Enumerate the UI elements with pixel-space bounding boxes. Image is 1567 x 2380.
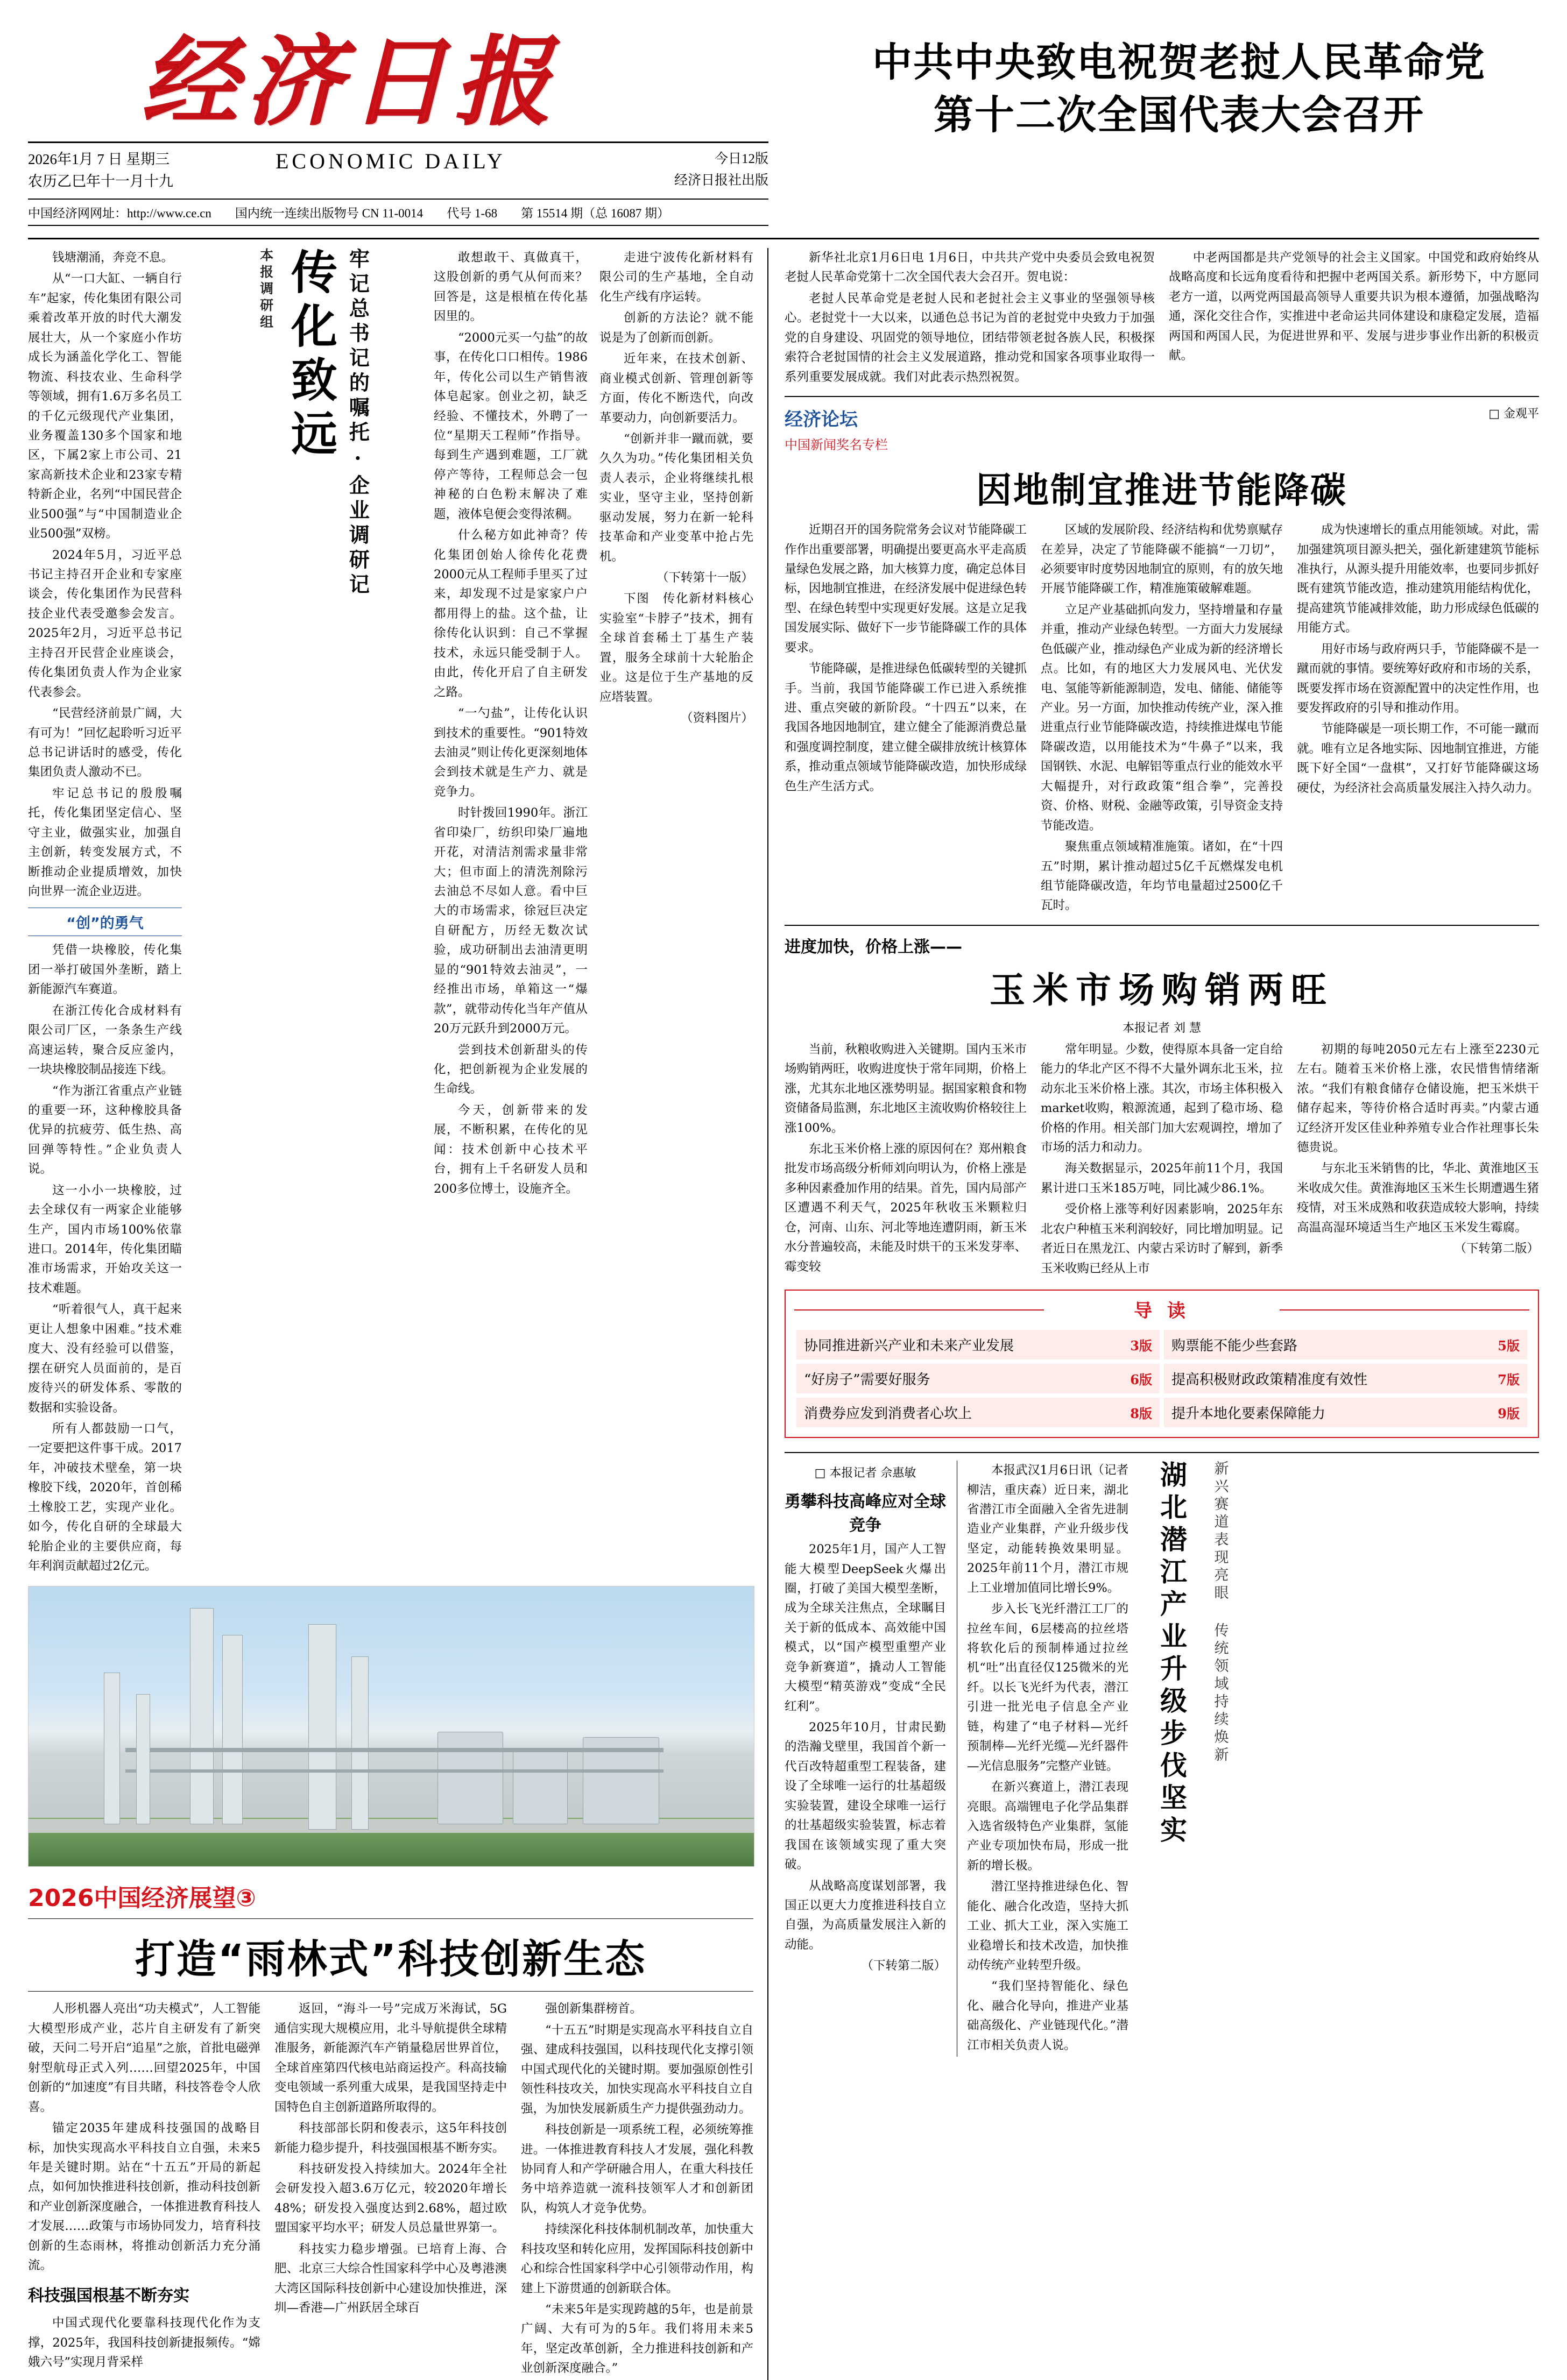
guide-item-text: 购票能不能少些套路	[1171, 1338, 1298, 1355]
paragraph: 走进宁波传化新材料有限公司的生产基地，全自动化生产线有序运转。	[599, 251, 753, 304]
paragraph: “未来5年是实现跨越的5年，也是前景广阔、大有可为的5年。我们将用未来5年，坚定改革创新，全力推进科技创新和产业创新深度融合。”	[521, 2303, 753, 2376]
masthead-meta	[28, 148, 768, 192]
photo-tower-2	[222, 1635, 243, 1824]
guide-item-page: 9版	[1498, 1406, 1520, 1422]
paragraph: 尝到技术创新甜头的传化，把创新视为企业发展的生命线。	[434, 1043, 588, 1096]
lead-story-columns	[785, 248, 1539, 388]
paragraph: 海关数据显示，2025年前11个月，我国累计进口玉米185万吨，同比减少86.1%。	[1041, 1161, 1283, 1195]
paragraph: 步入长飞光纤潜江工厂的拉丝车间，6层楼高的拉丝塔将软化后的预制棒通过拉丝机“吐”出直径仅125微米的光纤。以长飞光纤为代表，潜江引进一批光电子信息全产业链，构建了“电子材料—光纤预制棒—光纤光缆—光纤器件—光信息服务”完整产业链。	[967, 1602, 1128, 1773]
paragraph: 科技部部长阴和俊表示，这5年科技创新能力稳步提升，科技强国根基不断夯实。	[274, 2121, 507, 2155]
guide-item-text: 提高积极财政政策精准度有效性	[1171, 1372, 1368, 1389]
paragraph: 什么秘方如此神奇？传化集团创始人徐传化花费2000元从工程师手里买了过来，却发现不过是家家户户都用得上的盐。这个盐，让徐传化认识到：自己不掌握技术，永远只能受制于人。由此，传化开启了自主研发之路。	[434, 528, 588, 699]
masthead-bottom-rule	[28, 238, 1539, 239]
guide-row-2	[794, 1362, 1529, 1396]
feature-col-3	[599, 248, 753, 1577]
paragraph: 敢想敢干、真做真干，这股创新的勇气从何而来？回答是，这是根植在传化基因里的。	[434, 251, 588, 324]
author-name: 金观平	[1503, 407, 1539, 421]
english-title: ECONOMIC DAILY	[276, 149, 506, 173]
guide-item[interactable]	[1164, 1364, 1527, 1393]
paragraph: 科技创新是一项系统工程，必须统筹推进。一体推进教育科技人才发展，强化科教协同育人和产学研融合用人，在重大科技任务中培养造就一流科技领军人才和创新团队，构筑人才竞争优势。	[521, 2123, 753, 2215]
guide-item-text: 协同推进新兴产业和未来产业发展	[804, 1338, 1014, 1355]
potianjiang-title-main: 湖北潜江产业升级步伐坚实	[1156, 1461, 1188, 1848]
photo-credit: （资料图片）	[680, 711, 753, 726]
guide-item[interactable]	[796, 1364, 1160, 1393]
paragraph: 从战略高度谋划部署，我国正以更大力度推进科技自立自强，为高质量发展注入新的动能。	[785, 1879, 946, 1952]
masthead-footer	[28, 199, 768, 226]
forum-columns	[785, 520, 1539, 917]
publisher: 经济日报社出版	[674, 173, 768, 188]
paragraph: 成为快速增长的重点用能领域。对此，需加强建筑项目源头把关，强化新建建筑节能标准执行，从源头提升用能效率，也要同步抓好既有建筑节能改造，推动建筑用能结构优化，提高建筑节能减排效能，助力形成绿色低碳的用能方式。	[1297, 523, 1540, 635]
paragraph: “听着很气人，真干起来更让人想象中困难。”技术难度大、没有经验可以借鉴，摆在研究人员面前的，是百废待兴的研发体系、零散的数据和实验设备。	[28, 1302, 182, 1415]
paragraph: 中国式现代化要靠科技现代化作为支撑，2025年，我国科技创新捷报频传。“嫦娥六号”实现月背采样	[28, 2316, 260, 2370]
left-column	[28, 248, 768, 2380]
guide-item-page: 7版	[1498, 1372, 1520, 1388]
paragraph: 2025年1月，国产人工智能大模型DeepSeek火爆出圈，打破了美国大模型垄断，成为全球关注焦点，全球瞩目关于新的低成本、高效能中国模式，以“国产模型重塑产业竞争新赛道”，撬动人工智能大模型“精英游戏”变成“全民红利”。	[785, 1542, 946, 1713]
paragraph: 节能降碳，是推进绿色低碳转型的关键抓手。当前，我国节能降碳工作已进入系统推进、重点突破的新阶段。“十四五”以来，在我国各地因地制宜，建立健全了能源消费总量和强度调控制度，建立健全碳排放统计核算体系，推动重点领域节能降碳改造，加快形成绿色生产生活方式。	[785, 662, 1027, 794]
masthead-lead-headline	[797, 31, 1539, 141]
series-title: 2026中国经济展望③	[28, 1885, 256, 1912]
bottom-mid-title: 勇攀科技高峰应对全球竞争	[785, 1492, 946, 1535]
lead-col-1	[785, 248, 1155, 388]
paragraph: 时针拨回1990年。浙江省印染厂，纺织印染厂遍地开花，对清洁剂需求量非常大；但市面上的清洗剂除污去油总不尽如人意。看中巨大的市场需求，徐冠巨决定自研配方，历经无数次试验，成功研制出去油清更明显的“901特效去油灵”，一经推出市场，单箱这一“爆款”，就带动传化当年产值从20万元跃升到2000万元。	[434, 806, 588, 1036]
corn-jump-note: （下转第二版）	[1454, 1242, 1539, 1256]
feature-col1b-text	[28, 940, 182, 1576]
series-rule	[28, 1918, 753, 1919]
paragraph: 凭借一块橡胶，传化集团一举打破国外垄断，踏上新能源汽车赛道。	[28, 943, 182, 997]
author-name: 本报记者 佘惠敏	[829, 1467, 916, 1481]
bl-col-1	[28, 1999, 260, 2379]
paragraph: 在浙江传化合成材料有限公司厂区，一条条生产线高速运转，聚合反应釜内，一块块橡胶制品接连下线。	[28, 1003, 182, 1077]
corn-kicker: 进度加快，价格上涨——	[785, 937, 962, 957]
guide-box	[785, 1290, 1539, 1438]
author-box-icon: □	[814, 1467, 830, 1481]
paragraph: 持续深化科技体制机制改革，加快重大科技攻坚和转化应用，发挥国际科技创新中心和综合性国家科学中心引领带动作用，构建上下游贯通的创新联合体。	[521, 2222, 753, 2296]
paragraph: 强创新集群榜首。	[545, 2002, 643, 2016]
paragraph: 锚定2035年建成科技强国的战略目标，加快实现高水平科技自立自强，未来5年是关键时期。站在“十五五”开局的新起点，如何加快推进科技创新，推动科技创新和产业创新深度融合，一体推进教育科技人才发展……政策与市场协同发力，培育科技创新的生态雨林，将推动创新活力充分涌流。	[28, 2121, 260, 2273]
bottom-mid-byline	[785, 1464, 946, 1481]
paragraph: 这一小小一块橡胶，过去全球仅有一两家企业能够生产，国内市场100%依靠进口。2014年，传化集团瞄准市场需求，开始攻关这一技术难题。	[28, 1183, 182, 1295]
cn-number: 国内统一连续出版物号 CN 11-0014	[235, 207, 423, 220]
guide-item-page: 3版	[1130, 1338, 1152, 1354]
feature-vertical-main: 传化致远	[283, 248, 337, 463]
paragraph: 今天，创新带来的发展，不断积累，在传化的见闻：技术创新中心技术平台，拥有上千名研发人员和200多位博士，设施齐全。	[434, 1103, 588, 1196]
bottom-left-columns	[28, 1999, 753, 2379]
bottom-left-headline: 打造“雨林式”科技创新生态	[135, 1936, 647, 1983]
br-right-column	[957, 1461, 1139, 2057]
forum-header	[785, 405, 1539, 453]
guide-row-1	[794, 1328, 1529, 1362]
factory-photo	[28, 1586, 754, 1867]
feature-col2-text	[434, 248, 588, 1199]
paragraph: 2024年5月，习近平总书记主持召开企业和专家座谈会，传化集团作为民营科技企业代表受邀参会发言。2025年2月，习近平总书记主持召开民营企业座谈会，传化集团负责人作为企业家代表参会。	[28, 548, 182, 699]
guide-row-3	[794, 1396, 1529, 1429]
guide-item-text: “好房子”需要好服务	[804, 1372, 930, 1389]
corn-headline: 玉米市场购销两旺	[990, 968, 1334, 1011]
paragraph: 东北玉米价格上涨的原因何在？郑州粮食批发市场高级分析师刘向明认为，价格上涨是多种因素叠加作用的结果。首先，国内局部产区遭遇不利天气，2025年秋收玉米颗粒归仓，河南、山东、河北等地连遭阴雨，新玉米水分普遍较高，未能及时烘干的玉米发芽率、霉变较	[785, 1142, 1027, 1274]
paragraph: 所有人都鼓励一口气，一定要把这件事干成。2017年，冲破技术壁垒，第一块橡胶下线，2020年，首创稀土橡胶工艺，实现产业化。如今，传化自研的全球最大轮胎企业的主要供应商，每年利润贡献超过2亿元。	[28, 1421, 182, 1573]
paragraph: 用好市场与政府两只手，节能降碳不是一蹴而就的事情。要统筹好政府和市场的关系，既要发挥市场在资源配置中的决定性作用，也要发挥政府的引导和推动作用。	[1297, 642, 1540, 715]
masthead-english	[254, 148, 591, 174]
paragraph: 节能降碳是一项长期工作，不可能一蹴而就。唯有立足各地实际、因地制宜推进，方能既下好全国“一盘棋”，又打好节能降碳这场硬仗，为经济社会高质量发展注入持久动力。	[1297, 722, 1540, 795]
paragraph: 人形机器人亮出“功夫模式”，人工智能大模型形成产业，芯片自主研发有了新突破，天问二号开启“追星”之旅，首批电磁弹射型航母正式入列……回望2025年，中国创新的“加速度”有目共睹，科技答卷令人欣喜。	[28, 2002, 260, 2114]
photo-tower-4	[351, 1656, 369, 1830]
feature-col1-text	[28, 248, 182, 901]
bottom-right-block	[785, 1461, 1539, 2057]
photo-tower-3	[308, 1624, 336, 1830]
lead-col-2	[1169, 248, 1539, 388]
paragraph: 潜江坚持推进绿色化、智能化、融合化改造，坚持大抓工业、抓大工业，深入实施工业稳增长和技术改造，加快推动传统产业转型升级。	[967, 1880, 1128, 1972]
paragraph: “创新并非一蹴而就，要久久为功。”传化集团相关负责人表示，企业将继续扎根实业，坚守主业，坚持创新驱动发展，努力在新一轮科技革命和产业变革中抢占先机。	[599, 431, 753, 564]
masthead-publish-info	[591, 148, 768, 192]
guide-item-page: 8版	[1130, 1406, 1152, 1422]
paragraph: 立足产业基础抓向发力，坚持增量和存量并重，推动产业绿色转型。一方面大力发展绿色低碳产业，推动绿色产业成为新的经济增长点。比如，有的地区大力发展风电、光伏发电、氢能等新能源制造，发电、储能、储能等产业。另一方面，加快推动传统产业，深入推进重点行业节能降碳改造，持续推进煤电节能降碳改造，以用能技术为“牛鼻子”以来，我国钢铁、水泥、电解铝等重点行业的能效水平大幅提升，对行政政策“组合拳”，完善投资、价格、财税、金融等政策，引导资金支持节能改造。	[1041, 603, 1283, 833]
photo-tower-1	[190, 1608, 214, 1824]
feature-col-2	[434, 248, 599, 1577]
paragraph: 老挝人民革命党是老挝人民和老挝社会主义事业的坚强领导核心。老挝党十一大以来，以通色总书记为首的老挝党中央致力于加强党的自身建设、巩固党的领导地位，团结带领老挝各族人民，积极探索符合老挝国情的社会主义发展道路，推动党和国家各项事业取得一系列重要发展成就。我们对此表示热烈祝贺。	[785, 291, 1155, 384]
paragraph: “民营经济前景广阔，大有可为！”回忆起聆听习近平总书记讲话时的感受，传化集团负责人激动不已。	[28, 706, 182, 780]
corn-col-3	[1297, 1040, 1539, 1280]
paragraph: 从“一口大缸、一辆自行车”起家，传化集团有限公司乘着改革开放的时代大潮发展壮大，从一个家庭小作坊成长为涵盖化学化工、智能物流、科技农业、生命科学等领域，拥有1.6万多名员工的千亿元级现代产业集团，业务覆盖130多个国家和地区，下属2家上市公司、21家高新技术企业和23家专精特新企业，名列“中国民营企业500强”与“中国制造业企业500强”双榜。	[28, 272, 182, 541]
feature-article	[28, 248, 753, 1577]
right-column	[768, 248, 1539, 2380]
forum-headline: 因地制宜推进节能降碳	[976, 470, 1347, 512]
feature-vertical-byline: 本报调研组	[258, 248, 274, 331]
dateline-paragraph: 本报武汉1月6日讯（记者柳洁，重庆森）近日来，湖北省潜江市全面融入全省先进制造业产业集群，产业升级步伐坚定，动能转换效果明显。2025年前11个月，潜江市规上工业增加值同比增长9%。	[967, 1463, 1128, 1595]
masthead-divider	[28, 141, 768, 143]
forum-top-rule	[785, 396, 1539, 397]
paragraph: 牢记总书记的殷殷嘱托，传化集团坚定信心、坚守主业，做强实业，加强自主创新，转变发展方式，不断推动企业提质增效，加快向世界一流企业迈进。	[28, 786, 182, 898]
issue-number: 第 15514 期（总 16087 期）	[521, 207, 670, 220]
paragraph: 2025年10月，甘肃民勤的浩瀚戈壁里，我国首个新一代百改特超重型工程装备，建设了全球唯一运行的壮基超级实验装置，建设全球唯一运行的壮基超级实验装置，标志着我国在该领域实现了重大突破。	[785, 1720, 946, 1872]
paragraph: 与东北玉米销售的比，华北、黄淮地区玉米收成欠佳。黄淮海地区玉米生长期遭遇生猪疫情，对玉米成熟和收获造成较大影响，持续高温高湿环境适当生产地区玉米发生霉腐。	[1297, 1161, 1540, 1235]
bottom-right-rule	[785, 1452, 1539, 1453]
forum-subtitle: 中国新闻奖名专栏	[785, 437, 888, 453]
guide-item-page: 5版	[1498, 1338, 1520, 1354]
paragraph: 返回，“海斗一号”完成万米海试，5G通信实现大规模应用，北斗导航提供全球精准服务，新能源汽车产销量稳居世界首位，全球首座第四代核电站商运投产。科高技输变电领域一系列重大成果，是我国坚持走中国特色自主创新道路所取得的。	[274, 2002, 507, 2114]
potianjiang-title-sub: 新兴赛道表现亮眼 传统领域持续焕新	[1211, 1461, 1229, 1765]
paragraph: 科技研发投入持续加大。2024年全社会研发投入超3.6万亿元，较2020年增长48%；研发投入强度达到2.68%，超过欧盟国家平均水平；研发人员总量世界第一。	[274, 2162, 507, 2235]
paragraph: “我们坚持智能化、绿色化、融合化导向，推进产业基础高级化、产业链现代化。”潜江市相关负责人说。	[967, 1979, 1128, 2052]
masthead-left	[28, 25, 797, 226]
masthead	[28, 0, 1539, 226]
feature-col-1	[28, 248, 194, 1577]
forum-col-1	[785, 520, 1027, 917]
corn-col-1	[785, 1040, 1027, 1280]
photo-tank-2	[513, 1748, 568, 1824]
paragraph: 受价格上涨等利好因素影响，2025年东北农户种植玉米利润较好，同比增加明显。记者近日在黑龙江、内蒙古采访时了解到，新季玉米收购已经从上市	[1041, 1202, 1283, 1276]
bl-col-2	[274, 1999, 507, 2379]
paragraph: 创新的方法论？就不能说是为了创新而创新。	[599, 311, 753, 345]
newspaper-logo: 经济日报	[141, 25, 559, 139]
forum-labels	[785, 405, 888, 453]
paragraph: 在新兴赛道上，潜江表现亮眼。高端锂电子化学品集群入选省级特色产业集群，氢能产业专项加快布局，形成一批新的增长极。	[967, 1780, 1128, 1873]
guide-item[interactable]	[796, 1330, 1160, 1359]
photo-pipe-2	[125, 1769, 663, 1773]
paragraph: 初期的每吨2050元左右上涨至2230元左右。随着玉米价格上涨，农民惜售情绪渐浓。“我们有粮食储存仓储设施，把玉米烘干储存起来，等待价格合适时再卖。”内蒙古通辽经济开发区佳业种养殖专业合作社理事长朱德贵说。	[1297, 1042, 1540, 1154]
guide-item-text: 提升本地化要素保障能力	[1171, 1406, 1326, 1422]
potianjiang-vertical-sub-wrap	[1204, 1461, 1236, 2057]
paragraph: “2000元买一勺盐”的故事，在传化口口相传。1986年，传化公司以生产销售液体皂起家。创业之初，缺乏经验、不懂技术，外聘了一位“星期天工程师”作指导。每到生产遇到难题，工厂就停产等待，工程师总会一包神秘的白色粉末解决了难题，液体皂便会变得浓稠。	[434, 330, 588, 521]
feature-col3-text	[599, 248, 753, 728]
paragraph: “作为浙江省重点产业链的重要一环，这种橡胶具备优异的抗疲劳、低生热、高回弹等特性。”企业负责人说。	[28, 1083, 182, 1177]
forum-col-2	[1041, 520, 1283, 917]
photo-tower-6	[136, 1694, 150, 1824]
guide-item[interactable]	[796, 1398, 1160, 1427]
author-box-icon: □	[1488, 407, 1504, 421]
paragraph: 聚焦重点领域精准施策。诸如，在“十四五”时期，累计推动超过5亿千瓦燃煤发电机组节能降碳改造，年均节电量超过2500亿千瓦时。	[1041, 840, 1283, 913]
bottom-mid-text	[785, 1540, 946, 1976]
paragraph: 钱塘潮涌，奔竞不息。	[52, 251, 174, 265]
potianjiang-text	[967, 1461, 1128, 2055]
paragraph: 常年明显。少数，使得原本具备一定自给能力的华北产区不得不大量外调东北玉米，拉动东北玉米价格上涨。其次，市场主体积极入market收购，粮源流通，起到了稳市场、稳价格的作用。相关部门加大宏观调控，增加了市场的活力和动力。	[1041, 1042, 1283, 1154]
corn-top-rule	[785, 925, 1539, 926]
paragraph: “十五五”时期是实现高水平科技自立自强、建成科技强国，以科技现代化支撑引领中国式现代化的关键时期。要加强原创性引领性科技攻关，加快实现高水平科技自立自强，为加快发展新质生产力提供强劲动力。	[521, 2023, 753, 2116]
paragraph: 中老两国都是共产党领导的社会主义国家。中国党和政府始终从战略高度和长远角度看待和把握中老两国关系。新形势下，中方愿同老方一道，以两党两国最高领导人重要共识为根本遵循，加强战略沟通，深化交往合作，实推进中老命运共同体建设和康稳定发展，造福两国和两国人民，为促进世界和平、发展与进步事业作出新的积极贡献。	[1169, 251, 1539, 363]
photo-caption: 下图 传化新材料核心实验室“卡脖子”技术，拥有全球首套稀土丁基生产装置，服务全球前十大轮胎企业。这是位于生产基地的反应塔装置。	[599, 592, 753, 704]
guide-title: 导 读	[794, 1296, 1529, 1322]
feature-subhead-1: “创”的勇气	[28, 908, 182, 936]
photo-pipe-1	[125, 1748, 663, 1752]
paragraph: 近年来，在技术创新、商业模式创新、管理创新等方面，传化不断迭代，向改革要动力，向创新要活力。	[599, 352, 753, 425]
corn-col-2	[1041, 1040, 1283, 1280]
forum-col-3	[1297, 520, 1539, 917]
forum-author	[1488, 405, 1539, 421]
lead-headline-line2: 第十二次全国代表大会召开	[934, 91, 1424, 138]
jump-note: （下转第二版）	[861, 1959, 946, 1973]
corn-columns	[785, 1040, 1539, 1280]
guide-item-page: 6版	[1130, 1372, 1152, 1388]
lead-headline-line1: 中共中央致电祝贺老挝人民革命党	[872, 39, 1486, 86]
paragraph: 新华社北京1月6日电 1月6日，中共共产党中央委员会致电祝贺老挝人民革命党第十二次全国代表大会召开。贺电说：	[785, 251, 1155, 285]
website-url[interactable]: 中国经济网网址：http://www.ce.cn	[28, 207, 211, 220]
lunar-line: 农历乙巳年十一月十九	[28, 173, 173, 189]
paragraph: “一勺盐”，让传化认识到技术的重要性。“901特效去油灵”则让传化更深刻地体会到技术就是生产力、就是竞争力。	[434, 706, 588, 799]
guide-item-text: 消费券应发到消费者心坎上	[804, 1406, 972, 1422]
main-content	[28, 248, 1539, 2380]
br-mid-column	[785, 1461, 957, 2057]
paragraph: 科技实力稳步增强。已培育上海、合肥、北京三大综合性国家科学中心及粤港澳大湾区国际科技创新中心建设加快推进，深圳—香港—广州跃居全球百	[274, 2242, 507, 2315]
photo-tank-1	[437, 1732, 503, 1824]
guide-item[interactable]	[1164, 1398, 1527, 1427]
date-line: 2026年1月 7 日 星期三	[28, 151, 170, 167]
paragraph: 近期召开的国务院常务会议对节能降碳工作作出重要部署，明确提出要更高水平走高质量绿色发展之路，加大核算力度，确定总体目标，因地制宜推进，在经济发展中促进绿色转型、在绿色转型中实现更好发展。这是立足我国发展实际、做好下一步节能降碳工作的具体要求。	[785, 523, 1027, 655]
post-code: 代号 1-68	[447, 207, 498, 220]
masthead-date-block	[28, 148, 254, 192]
photo-tower-5	[104, 1673, 120, 1824]
bl-col-3	[521, 1999, 753, 2379]
jump-note: （下转第十一版）	[656, 571, 753, 585]
bl-section-title: 科技强国根基不断夯实	[28, 2286, 189, 2305]
pages-today: 今日12版	[714, 152, 768, 166]
potianjiang-vertical-title	[1139, 1461, 1204, 2057]
corn-byline: 本报记者 刘 慧	[1123, 1021, 1201, 1035]
forum-title: 经济论坛	[785, 409, 858, 431]
bottom-left-rule	[28, 1991, 753, 1992]
feature-vertical-title	[194, 248, 434, 1577]
paragraph: 当前，秋粮收购进入关键期。国内玉米市场购销两旺，收购进度快于常年同期，价格上涨，尤其东北地区涨势明显。据国家粮食和物资储备局监测，东北地区主流收购价格较往上涨100%。	[785, 1042, 1027, 1135]
paragraph: 区域的发展阶段、经济结构和优势禀赋存在差异，决定了节能降碳不能搞“一刀切”，必须要审时度势因地制宜的原则，有的放矢地开展节能降碳工作，精准施策破解难题。	[1041, 523, 1283, 596]
feature-vertical-sub: 牢记总书记的嘱托·企业调研记	[345, 248, 370, 598]
guide-item[interactable]	[1164, 1330, 1527, 1359]
